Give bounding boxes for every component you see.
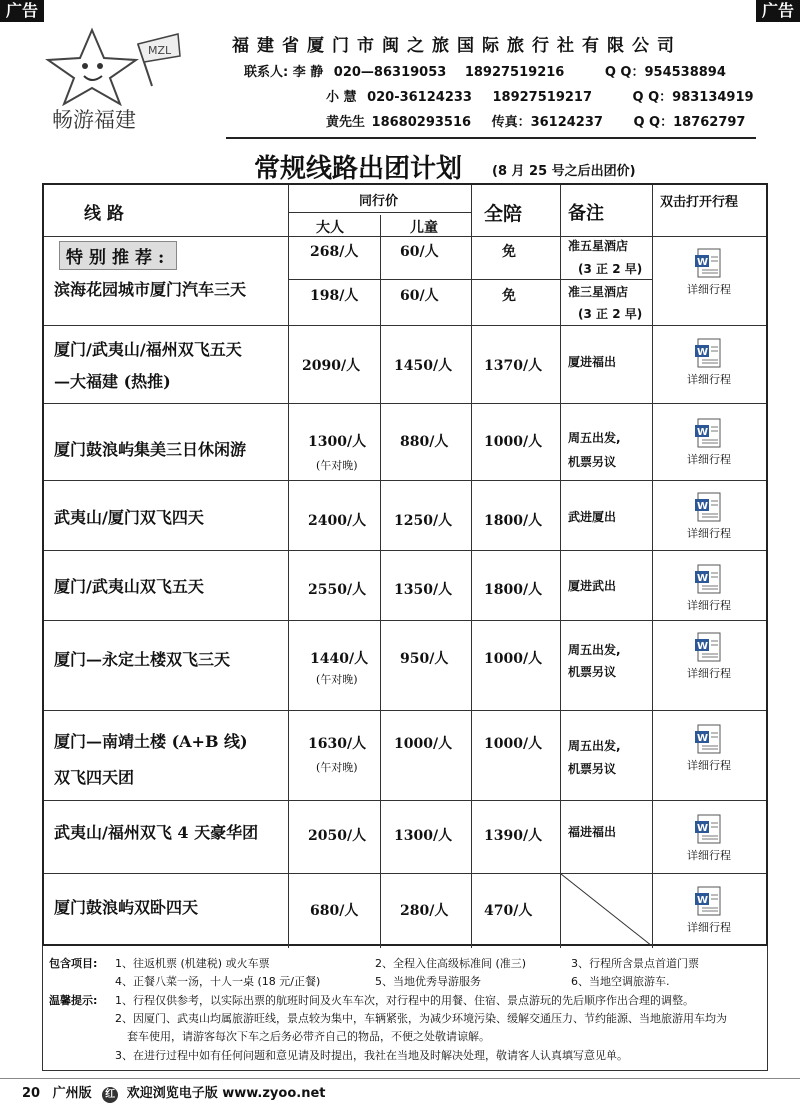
include-label: 包含项目: <box>49 957 98 970</box>
route-name: 厦门/武夷山双飞五天 <box>54 577 204 596</box>
route-name-line-2: 双飞四天团 <box>54 768 135 787</box>
contact-row-2 <box>326 86 754 105</box>
adult-price: 1440/人 <box>310 651 369 667</box>
route-name: 厦门鼓浪屿集美三日休闲游 <box>54 440 247 459</box>
svg-text:W: W <box>697 733 709 744</box>
itinerary-doc-label: 详细行程 <box>687 373 731 386</box>
adult-price-note: (午对晚) <box>316 459 358 472</box>
itinerary-doc-label: 详细行程 <box>687 453 731 466</box>
word-doc-icon <box>694 491 724 523</box>
route-name: 厦门—南靖土楼 (A+B 线) <box>54 732 248 751</box>
escort-price: 1000/人 <box>484 736 543 752</box>
svg-text:W: W <box>697 347 709 358</box>
contact-phone: 18680293516 <box>371 115 472 130</box>
tip-item: 3、在进行过程中如有任何问题和意见请及时提出，我社在当地及时解决处理，敬请客人认真填写意见单。 <box>115 1049 628 1062</box>
svg-text:W: W <box>697 641 709 652</box>
tip-item: 1、行程仅供参考，以实际出票的航班时间及火车车次，对行程中的用餐、住宿、景点游玩的先后顺序作出合理的调整。 <box>115 994 694 1007</box>
word-doc-icon <box>694 631 724 663</box>
note-line-1: 准五星酒店 <box>568 239 629 253</box>
route-name: 武夷山/福州双飞 4 天豪华团 <box>54 823 259 842</box>
header-child: 儿童 <box>410 220 438 236</box>
adult-price-note: (午对晚) <box>316 761 358 774</box>
child-price: 60/人 <box>400 288 439 304</box>
note-line-2: 机票另议 <box>568 665 617 679</box>
note: 福进福出 <box>568 825 617 839</box>
escort-price: 免 <box>502 244 516 260</box>
svg-text:W: W <box>697 573 709 584</box>
header-route: 线 路 <box>84 204 124 224</box>
slogan: 欢迎浏览电子版 www.zyoo.net <box>126 1086 326 1101</box>
tip-item: 2、因厦门、武夷山均属旅游旺线，景点较为集中，车辆紧张，为减少环境污染、缓解交通压力、节约能源、当地旅游用车均为 <box>115 1012 727 1025</box>
contact-mobile: 18927519216 <box>464 65 565 80</box>
note-line-2: 机票另议 <box>568 762 617 776</box>
footer-notes <box>42 946 768 1071</box>
itinerary-doc-link[interactable] <box>674 491 744 541</box>
header-peer-price: 同行价 <box>359 194 399 209</box>
word-doc-icon <box>694 337 724 369</box>
route-name-line-2: —大福建 (热推) <box>54 372 171 391</box>
child-price: 1450/人 <box>394 358 453 374</box>
contact-role: 联系人: <box>244 65 289 80</box>
contact-qq: Q Q：18762797 <box>633 115 746 130</box>
adult-price: 1300/人 <box>308 434 367 450</box>
header-divider <box>226 137 756 139</box>
itinerary-doc-label: 详细行程 <box>687 759 731 772</box>
itinerary-doc-link[interactable] <box>674 631 744 681</box>
contact-qq: Q Q：954538894 <box>604 65 726 80</box>
adult-price-note: (午对晚) <box>316 673 358 686</box>
contact-mobile: 18927519217 <box>492 90 592 105</box>
note-line-1: 周五出发, <box>568 739 621 753</box>
plan-subtitle: (8 月 25 号之后出团价) <box>492 164 636 179</box>
ad-label-right: 广告 <box>756 0 800 22</box>
word-doc-icon <box>694 813 724 845</box>
escort-price: 470/人 <box>484 903 533 919</box>
tip-item-continued: 套车使用，请游客每次下车之后务必带齐自己的物品，不便之处敬请谅解。 <box>127 1030 490 1043</box>
adult-price: 268/人 <box>310 244 359 260</box>
adult-price: 2050/人 <box>308 828 367 844</box>
empty-note-diagonal <box>561 874 652 946</box>
escort-price: 1390/人 <box>484 828 543 844</box>
itinerary-doc-link[interactable] <box>674 723 744 773</box>
adult-price: 1630/人 <box>308 736 367 752</box>
itinerary-doc-label: 详细行程 <box>687 849 731 862</box>
page-bottom-rule <box>0 1078 800 1079</box>
include-item: 3、行程所含景点首道门票 <box>571 957 699 970</box>
flag-text: MZL <box>148 44 172 57</box>
note: 武进厦出 <box>568 510 617 524</box>
itinerary-doc-link[interactable] <box>674 337 744 387</box>
note-line-1: 周五出发, <box>568 431 621 445</box>
note-line-2: (3 正 2 早) <box>578 307 643 321</box>
route-name: 厦门/武夷山/福州双飞五天 <box>54 340 242 359</box>
escort-price: 1800/人 <box>484 513 543 529</box>
child-price: 950/人 <box>400 651 449 667</box>
child-price: 280/人 <box>400 903 449 919</box>
child-price: 1300/人 <box>394 828 453 844</box>
escort-price: 1000/人 <box>484 651 543 667</box>
note-line-2: 机票另议 <box>568 455 617 469</box>
svg-text:W: W <box>697 257 709 268</box>
contact-fax: 传真：36124237 <box>491 115 603 130</box>
itinerary-doc-link[interactable] <box>674 417 744 467</box>
itinerary-doc-label: 详细行程 <box>687 599 731 612</box>
adult-price: 2090/人 <box>302 358 361 374</box>
word-doc-icon <box>694 247 724 279</box>
header-itinerary: 双击打开行程 <box>660 195 739 210</box>
include-item: 4、正餐八菜一汤，十人一桌 (18 元/正餐) <box>115 975 321 988</box>
child-price: 880/人 <box>400 434 449 450</box>
edition: 广州版 <box>52 1086 92 1101</box>
edition-badge-icon: 红 <box>102 1087 118 1103</box>
adult-price: 680/人 <box>310 903 359 919</box>
svg-text:W: W <box>697 895 709 906</box>
adult-price: 2550/人 <box>308 582 367 598</box>
contact-name: 李 静 <box>292 65 324 80</box>
svg-text:W: W <box>697 427 709 438</box>
itinerary-doc-label: 详细行程 <box>687 667 731 680</box>
contact-qq: Q Q：983134919 <box>632 90 754 105</box>
itinerary-doc-link[interactable] <box>674 247 744 297</box>
include-item: 6、当地空调旅游车. <box>571 975 670 988</box>
word-doc-icon <box>694 723 724 755</box>
ad-label-left: 广告 <box>0 0 44 22</box>
itinerary-doc-link[interactable] <box>674 885 744 935</box>
escort-price: 免 <box>502 288 516 304</box>
word-doc-icon <box>694 417 724 449</box>
plan-title: 常规线路出团计划 <box>254 154 463 184</box>
header-adult: 大人 <box>316 220 344 236</box>
include-item: 5、当地优秀导游服务 <box>375 975 481 988</box>
contact-name: 小 慧 <box>326 90 357 105</box>
special-recommend-label: 特别推荐: <box>59 241 177 270</box>
route-name: 厦门鼓浪屿双卧四天 <box>54 898 199 917</box>
svg-text:W: W <box>697 501 709 512</box>
word-doc-icon <box>694 563 724 595</box>
contact-row-3 <box>326 111 745 130</box>
contact-name: 黄先生 <box>326 115 366 130</box>
tips-label: 温馨提示: <box>49 994 98 1007</box>
adult-price: 2400/人 <box>308 513 367 529</box>
include-item: 1、往返机票 (机建税) 或火车票 <box>115 957 270 970</box>
contact-row-1 <box>244 61 726 80</box>
itinerary-doc-link[interactable] <box>674 813 744 863</box>
adult-price: 198/人 <box>310 288 359 304</box>
brand-name: 畅游福建 <box>52 108 136 132</box>
itinerary-doc-label: 详细行程 <box>687 921 731 934</box>
child-price: 60/人 <box>400 244 439 260</box>
escort-price: 1370/人 <box>484 358 543 374</box>
child-price: 1350/人 <box>394 582 453 598</box>
word-doc-icon <box>694 885 724 917</box>
child-price: 1250/人 <box>394 513 453 529</box>
contact-phone: 020-36124233 <box>367 90 472 105</box>
route-name: 厦门—永定土楼双飞三天 <box>54 650 231 669</box>
include-item: 2、全程入住高级标准间 (准三) <box>375 957 527 970</box>
header-note: 备注 <box>568 203 604 224</box>
escort-price: 1000/人 <box>484 434 543 450</box>
note-line-2: (3 正 2 早) <box>578 262 643 276</box>
page-number: 20 <box>22 1086 41 1101</box>
note-line-1: 准三星酒店 <box>568 285 629 299</box>
itinerary-doc-link[interactable] <box>674 563 744 613</box>
child-price: 1000/人 <box>394 736 453 752</box>
header-escort: 全陪 <box>484 203 523 225</box>
route-table <box>42 183 768 946</box>
escort-price: 1800/人 <box>484 582 543 598</box>
note: 厦进武出 <box>568 579 617 593</box>
company-name: 福建省厦门市闽之旅国际旅行社有限公司 <box>232 36 682 56</box>
route-name: 武夷山/厦门双飞四天 <box>54 508 204 527</box>
svg-text:W: W <box>697 823 709 834</box>
contact-phone: 020—86319053 <box>333 65 447 80</box>
note-line-1: 周五出发, <box>568 643 621 657</box>
note: 厦进福出 <box>568 355 617 369</box>
route-name: 滨海花园城市厦门汽车三天 <box>54 280 247 299</box>
itinerary-doc-label: 详细行程 <box>687 527 731 540</box>
itinerary-doc-label: 详细行程 <box>687 283 731 296</box>
